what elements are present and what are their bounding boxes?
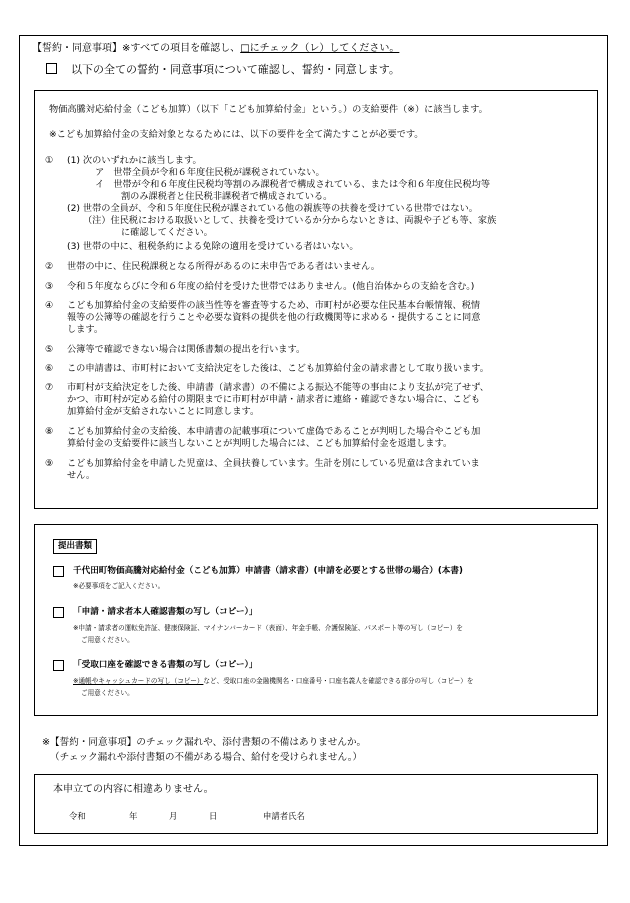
item-7-number: ⑦ [45, 382, 54, 393]
doc-3-title: 「受取口座を確認できる書類の写し（コピー）」 [73, 660, 258, 670]
pledge-header: 【誓約・同意事項】※すべての項目を確認し、□にチェック（レ）してください。 [32, 43, 400, 54]
item-4-number: ④ [45, 300, 54, 311]
pledge-agree-row[interactable] [46, 63, 400, 77]
item-8-line2: 算給付金の支給要件に該当しないことが判明した場合には、こども加算給付金を返還します。 [67, 438, 453, 449]
doc-1-note: ※必要事項をご記入ください。 [73, 582, 165, 590]
doc-1-title: 千代田町物価高騰対応給付金（こども加算）申請書（請求書）(申請を必要とする世帯の場合）(本書) [73, 566, 463, 576]
doc-1-checkbox[interactable] [53, 566, 64, 577]
item-1-sub1-a: ア 世帯全員が令和６年度住民税が課税されていない。 [95, 167, 325, 178]
applicant-name-label: 申請者氏名 [263, 811, 305, 821]
requirements-note: ※こども加算給付金の支給対象となるためには、以下の要件を全て満たすことが必要です。 [49, 129, 424, 140]
item-4-line2: 報等の公簿等の確認を行うことや必要な資料の提供を他の行政機関等に求める・提供することに同意 [67, 312, 481, 323]
item-1-sub2-note-line2: に確認してください。 [121, 227, 213, 238]
item-3-text: 令和５年度ならびに令和６年度の給付を受けた世帯ではありません。(他自治体からの支給を含む。) [67, 281, 475, 292]
item-2-text: 世帯の中に、住民税課税となる所得があるのに未申告である者はいません。 [67, 261, 380, 272]
item-9-line1: こども加算給付金を申請した児童は、全員扶養しています。生計を別にしている児童は含まれていま [67, 458, 480, 469]
date-day-label: 日 [209, 811, 218, 821]
date-year-label: 年 [129, 811, 138, 821]
declaration-text: 本申立ての内容に相違ありません。 [53, 784, 214, 795]
doc-3-note-line2: ご用意ください。 [81, 689, 134, 697]
item-1-sub1-i-line2: 割のみ課税者と住民税非課税者で構成されている。 [121, 191, 333, 202]
item-7-line2: かつ、市町村が定める給付の期限までに市町村が申請・請求者に連絡・確認できない場合に、こども [67, 394, 481, 405]
warning-line1: ※【誓約・同意事項】のチェック漏れや、添付書類の不備はありませんか。 [42, 737, 367, 748]
doc-3-checkbox[interactable] [53, 660, 64, 671]
item-7-line3: 加算給付金が支給されないことに同意します。 [67, 406, 260, 417]
item-1-sub2: (2) 世帯の全員が、令和５年度住民税が課されている他の親族等の扶養を受けている世帯ではない。 [67, 203, 478, 214]
requirements-box [34, 90, 598, 509]
item-1-sub3: (3) 世帯の中に、租税条約による免除の適用を受けている者はいない。 [67, 241, 359, 252]
item-4-line1: こども加算給付金の支給要件の該当性等を審査等するため、市町村が必要な住民基本台帳情報、税情 [67, 300, 481, 311]
item-8-number: ⑧ [45, 426, 54, 437]
item-5-text: 公簿等で確認できない場合は関係書類の提出を行います。 [67, 344, 306, 355]
doc-2-note-line2: ご用意ください。 [81, 636, 134, 644]
item-3-number: ③ [45, 281, 54, 292]
doc-2-note-line1: ※申請・請求者の運転免許証、健康保険証、マイナンバーカード（表面）、年金手帳、介護保険証、パスポート等の写し（コピー）を [73, 624, 463, 632]
date-month-label: 月 [169, 811, 178, 821]
doc-2-title: 「申請・請求者本人確認書類の写し（コピー）」 [73, 607, 258, 617]
item-1-sub2-note-line1: （注）住民税における取扱いとして、扶養を受けているか分からないときは、両親や子ども等、家族 [83, 215, 497, 226]
item-6-text: この申請書は、市町村において支給決定をした後は、こども加算給付金の請求書として取り扱います。 [67, 363, 489, 374]
item-1-sub1: (1) 次のいずれかに該当します。 [67, 155, 202, 166]
application-form [19, 35, 608, 846]
pledge-agree-label: 以下の全ての誓約・同意事項について確認し、誓約・同意します。 [71, 63, 400, 76]
warning-line2: （チェック漏れや添付書類の不備がある場合、給付を受けられません。） [50, 752, 363, 763]
item-9-number: ⑨ [45, 458, 54, 469]
declaration-box [34, 774, 598, 834]
doc-3-note-line1: ※通帳やキャッシュカードの写し（コピー）など、受取口座の金融機関名・口座番号・口座名義人を確認できる部分の写し（コピー）を [73, 677, 474, 685]
item-5-number: ⑤ [45, 344, 54, 355]
item-7-line1: 市町村が支給決定をした後、申請書（請求書）の不備による振込不能等の事由により支払が完了せず、 [67, 382, 489, 393]
date-era-label: 令和 [69, 811, 86, 821]
item-9-line2: せん。 [67, 470, 96, 481]
pledge-agree-checkbox[interactable] [46, 63, 57, 74]
item-6-number: ⑥ [45, 363, 54, 374]
item-1-sub1-i-line1: イ 世帯が令和６年度住民税均等割のみ課税者で構成されている、または令和６年度住民税均等 [95, 179, 491, 190]
item-2-number: ② [45, 261, 54, 272]
item-8-line1: こども加算給付金の支給後、本申請書の記載事項について虚偽であることが判明した場合やこども加 [67, 426, 481, 437]
documents-box [34, 524, 598, 716]
item-4-line3: します。 [67, 324, 104, 335]
doc-2-checkbox[interactable] [53, 607, 64, 618]
requirements-intro: 物価高騰対応給付金（こども加算）（以下「こども加算給付金」という。）の支給要件（※）に該当します。 [49, 104, 488, 115]
documents-title: 提出書類 [53, 539, 97, 554]
item-1-number: ① [45, 155, 54, 166]
